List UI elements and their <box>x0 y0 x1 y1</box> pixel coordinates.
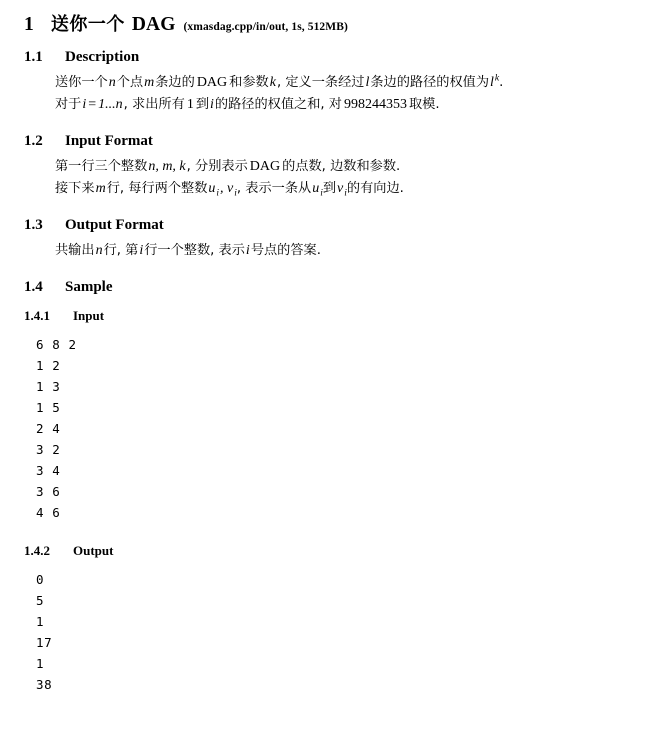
desc-l1-m2: m <box>144 75 155 90</box>
inf-l2-m2-sub: i <box>216 188 220 199</box>
heading-sample-number: 1.4 <box>24 279 43 295</box>
sample-output-line: 5 <box>36 593 45 608</box>
desc-l1-m1: n <box>108 75 116 90</box>
input-format-body <box>0 156 666 200</box>
desc-l2-t1: 对于 <box>55 97 82 112</box>
outf-l1-t1: 共输出 <box>55 243 95 258</box>
desc-l1-m3: k <box>269 75 276 90</box>
sample-output-line: 1 <box>36 656 45 671</box>
inf-l2-m1: m <box>95 181 106 196</box>
sample-input-line: 4 6 <box>36 505 61 520</box>
desc-l1-t1: 送你一个 <box>55 75 108 90</box>
heading-output-format <box>0 217 666 234</box>
desc-l1-t6: , 定义一条经过 <box>276 75 365 90</box>
inf-l2-m2: u <box>208 181 216 196</box>
inf-l1-t3: DAG <box>249 159 281 174</box>
description-line-1 <box>55 72 666 94</box>
inf-l2-t3: , 表示一条从 <box>236 181 312 196</box>
input-format-line-1 <box>55 156 666 178</box>
heading-output-format-number: 1.3 <box>24 217 43 233</box>
desc-l2-m1: i <box>82 97 87 112</box>
heading-description-label: Description <box>65 49 140 65</box>
desc-l1-t7: 条边的路径的权值为 <box>370 75 490 90</box>
heading-input-format-label: Input Format <box>65 133 153 149</box>
sample-output-block <box>0 569 666 695</box>
inf-l2-m2b: , v <box>220 181 234 196</box>
desc-l1-m5: l <box>490 75 494 90</box>
inf-l2-t1: 接下来 <box>55 181 95 196</box>
heading-sample-input-label: Input <box>73 308 105 323</box>
sample-input-line: 6 8 2 <box>36 337 77 352</box>
outf-l1-m2: i <box>139 243 144 258</box>
desc-l1-t5: 和参数 <box>229 75 269 90</box>
heading-sample-output <box>0 543 666 559</box>
heading-description <box>0 49 666 66</box>
heading-description-number: 1.1 <box>24 49 43 65</box>
inf-l1-m1: n, m, k <box>148 159 186 174</box>
sample-output-line: 0 <box>36 572 45 587</box>
heading-input-format <box>0 133 666 150</box>
page-title <box>0 0 666 36</box>
desc-l2-m2: = <box>88 97 97 112</box>
inf-l2-m4: v <box>337 181 344 196</box>
problem-meta: (xmasdag.cpp/in/out, 1s, 512MB) <box>183 21 348 33</box>
outf-l1-t4: 号点的答案. <box>250 243 321 258</box>
sample-input-line: 3 6 <box>36 484 61 499</box>
inf-l2-t4: 到 <box>322 181 337 196</box>
inf-l2-m3: u <box>312 181 320 196</box>
inf-l2-t2: 行, 每行两个整数 <box>106 181 208 196</box>
sample-output-line: 1 <box>36 614 45 629</box>
inf-l2-m4-sub: i <box>344 188 347 199</box>
desc-l2-m4: 1 <box>186 97 194 112</box>
desc-l2-m5: i <box>210 97 214 112</box>
desc-l2-t3: 到 <box>195 97 209 112</box>
inf-l1-t2: , 分别表示 <box>186 159 248 174</box>
description-body <box>0 72 666 116</box>
heading-sample <box>0 279 666 296</box>
desc-l2-t2: , 求出所有 <box>123 97 185 112</box>
section-title-latin: DAG <box>131 14 176 35</box>
sample-input-line: 1 2 <box>36 358 61 373</box>
desc-l2-t4: 的路径的权值之和, 对 <box>214 97 342 112</box>
sample-input-block <box>0 334 666 523</box>
inf-l1-t1: 第一行三个整数 <box>55 159 148 174</box>
section-number: 1 <box>24 14 34 35</box>
heading-sample-input <box>0 308 666 324</box>
inf-l2-m3-sub: i <box>320 188 323 199</box>
heading-output-format-label: Output Format <box>65 217 164 233</box>
output-format-body <box>0 240 666 262</box>
desc-l1-t4: DAG <box>196 75 228 90</box>
heading-sample-label: Sample <box>65 279 113 295</box>
heading-input-format-number: 1.2 <box>24 133 43 149</box>
desc-l1-m4: l <box>365 75 370 90</box>
sample-input-line: 3 2 <box>36 442 61 457</box>
desc-l1-m5-exponent: k <box>494 73 500 84</box>
sample-input-line: 1 3 <box>36 379 61 394</box>
section-title-cjk: 送你一个 <box>50 14 125 35</box>
heading-sample-input-number: 1.4.1 <box>24 308 50 323</box>
outf-l1-m1: n <box>95 243 103 258</box>
sample-input-line: 1 5 <box>36 400 61 415</box>
desc-l2-m6: 998244353 <box>343 97 407 112</box>
desc-l2-t5: 取模. <box>408 97 440 112</box>
heading-sample-output-label: Output <box>73 543 114 558</box>
desc-l1-t8: . <box>499 75 504 90</box>
desc-l1-t2: 个点 <box>116 75 144 90</box>
description-line-2 <box>55 94 666 116</box>
sample-input-line: 3 4 <box>36 463 61 478</box>
sample-output-line: 38 <box>36 677 53 692</box>
inf-l2-t5: 的有向边. <box>346 181 404 196</box>
output-format-line-1 <box>55 240 666 262</box>
sample-output-line: 17 <box>36 635 53 650</box>
inf-l1-t4: 的点数, 边数和参数. <box>282 159 401 174</box>
outf-l1-t3: 行一个整数, 表示 <box>144 243 245 258</box>
outf-l1-m3: i <box>245 243 250 258</box>
inf-l2-m2b-sub: i <box>234 188 237 199</box>
sample-input-line: 2 4 <box>36 421 61 436</box>
input-format-line-2 <box>55 178 666 200</box>
outf-l1-t2: 行, 第 <box>103 243 139 258</box>
desc-l1-t3: 条边的 <box>155 75 195 90</box>
heading-sample-output-number: 1.4.2 <box>24 543 50 558</box>
desc-l2-m3: 1...n <box>98 97 123 112</box>
